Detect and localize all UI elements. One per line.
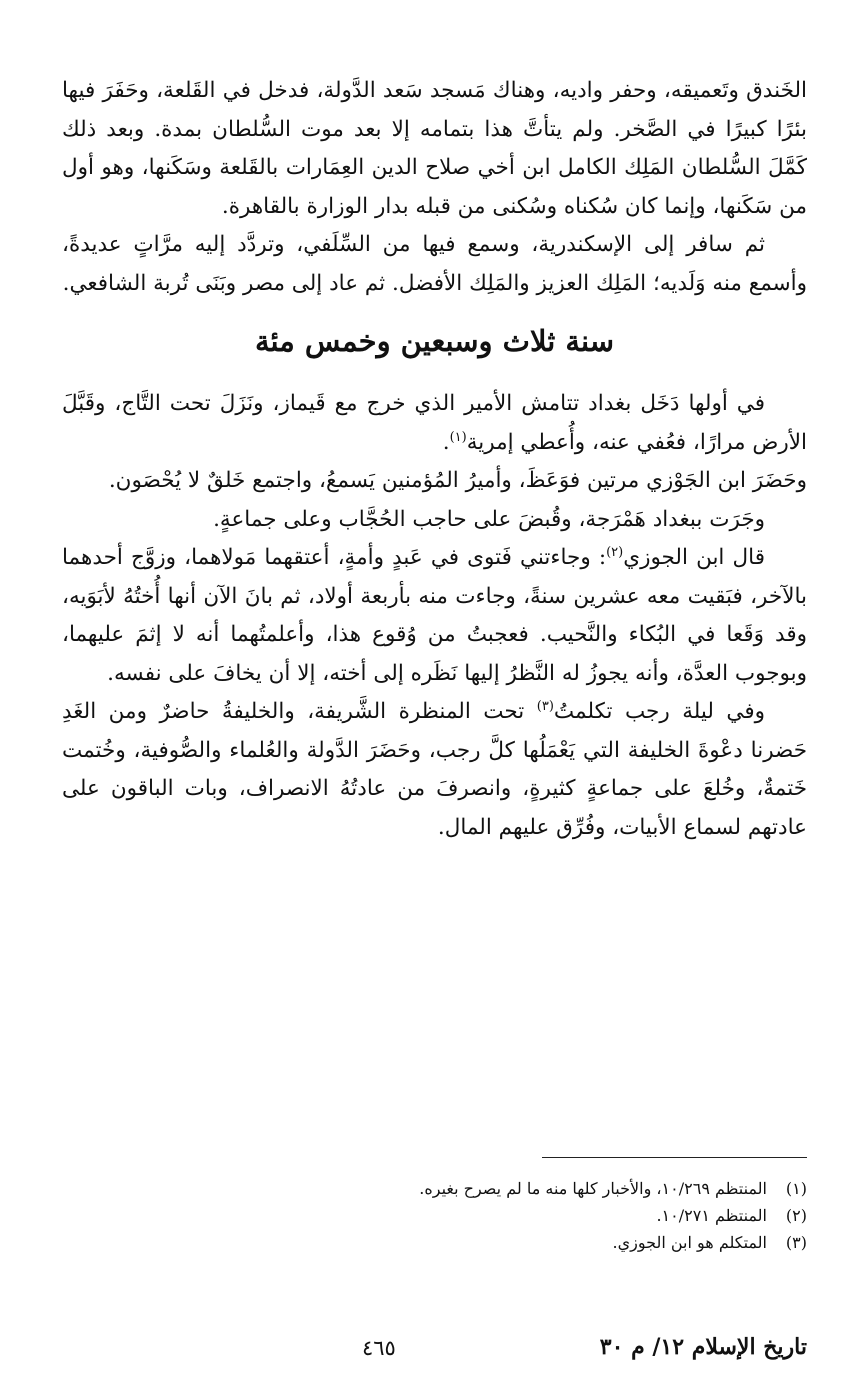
- book-page: [62, 72, 807, 1369]
- paragraph-rajab-text: تحت المنظرة الشَّريفة، والخليفةُ حاضرٌ ومن الغَدِ حَضرنا دعْوةَ الخليفة التي يَعْمَلُها كلَّ رجب، وحَضَرَ الدَّولة والعُلماء والصُّوفية، وخُتمت خَتمةٌ، وخُلعَ على جماعةٍ كثيرةٍ، وانصرفَ من عادتُهُ الانصراف، وبات الباقون على عادتهم لسماع الأبيات، وفُرِّق عليهم المال.: [62, 699, 807, 840]
- footnote-ref-2: (٢): [606, 544, 624, 560]
- paragraph-fatwa: [62, 539, 807, 693]
- page-number: ٤٦٥: [362, 1336, 396, 1360]
- footnote-2: [62, 1202, 807, 1229]
- paragraph-fatwa-text: : وجاءتني فَتوى في عَبدٍ وأمةٍ، أعتقهما مَولاهما، وزوَّج أحدهما بالآخر، فبَقيت معه عشرين سنةً، وجاءت منه بأربعة أولاد، ثم بانَ الآن أنها أُختُهُ لأبَوَيه، وقد وَقَعا في البُكاء والنَّحيب. فعجبتُ من وُقوع هذا، وأعلمتُهما أنه لا إثمَ عليهما، وبوجوب العدَّة، وأنه يجوزُ له النَّظرُ إليها نَظَره إلى أخته، إلا أن يخافَ على نفسه.: [62, 545, 807, 686]
- footnote-number: (٣): [785, 1233, 807, 1252]
- paragraph-sermon: وحَضَرَ ابن الجَوْزي مرتين فوَعَظَ، وأميرُ المُؤمنين يَسمعُ، واجتمع خَلقٌ لا يُحْصَون.: [108, 468, 807, 493]
- footnote-text: المتكلم هو ابن الجوزي.: [612, 1233, 767, 1252]
- footnotes: [62, 1175, 807, 1256]
- paragraph-unrest: وجَرَت ببغداد هَمْرَجة، وقُبضَ على حاجب الحُجَّاب وعلى جماعةٍ.: [213, 506, 765, 532]
- paragraph-arrival-text: في أولها دَخَل بغداد تتامش الأمير الذي خرج مع قَيماز، ونَزَلَ تحت التَّاج، وقَبَّلَ الأرض مرارًا، فعُفي عنه، وأُعطي إمرية: [62, 391, 807, 455]
- footnote-number: (٢): [785, 1206, 807, 1225]
- section-heading: سنة ثلاث وسبعين وخمس مئة: [254, 324, 615, 358]
- paragraph-alexandria: ثم سافر إلى الإسكندرية، وسمع فيها من السِّلَفي، وتردَّد إليه مرَّاتٍ عديدةً، وأسمع منه وَلَديه؛ المَلِك العزيز والمَلِك الأفضل. ثم عاد إلى مصر وبَنَى تُربة الشافعي.: [62, 232, 807, 296]
- footnote-1: [62, 1175, 807, 1202]
- footnote-ref-1: (١): [449, 429, 467, 445]
- paragraph-citadel: الخَندق وتَعميقه، وحفر واديه، وهناك مَسجد سَعد الدَّولة، فدخل في القَلعة، وحَفَرَ فيها بئرًا كبيرًا في الصَّخر. ولم يتأتَّ هذا بتمامه إلا بعد موت السُّلطان بمدة. وبعد ذلك كَمَّلَ السُّلطان المَلِك الكامل ابن أخي صلاح الدين العِمَارات بالقَلعة وسَكَنها، وهو أول من سَكَنها، وإنما كان سُكناه وسُكنى من قبله بدار الوزارة بالقاهرة.: [62, 78, 807, 219]
- footnote-ref-3: (٣): [536, 698, 554, 714]
- paragraph-arrival-end: .: [442, 429, 450, 455]
- paragraph-rajab: [62, 693, 807, 847]
- footnote-number: (١): [785, 1179, 807, 1198]
- footnote-divider: [542, 1157, 807, 1158]
- paragraph-fatwa-start: قال ابن الجوزي: [623, 545, 765, 570]
- footnote-text: المنتظم ١٠/٢٦٩، والأخبار كلها منه ما لم يصرح بغيره.: [419, 1179, 767, 1198]
- paragraph-arrival: [62, 385, 807, 462]
- book-signature: تاريخ الإسلام ١٢/ م ٣٠: [599, 1334, 807, 1360]
- footnote-3: [62, 1229, 807, 1256]
- page-footer: [62, 1334, 807, 1374]
- paragraph-rajab-start: وفي ليلة رجب تكلمتُ: [553, 699, 765, 724]
- footnote-text: المنتظم ١٠/٢٧١.: [656, 1206, 767, 1225]
